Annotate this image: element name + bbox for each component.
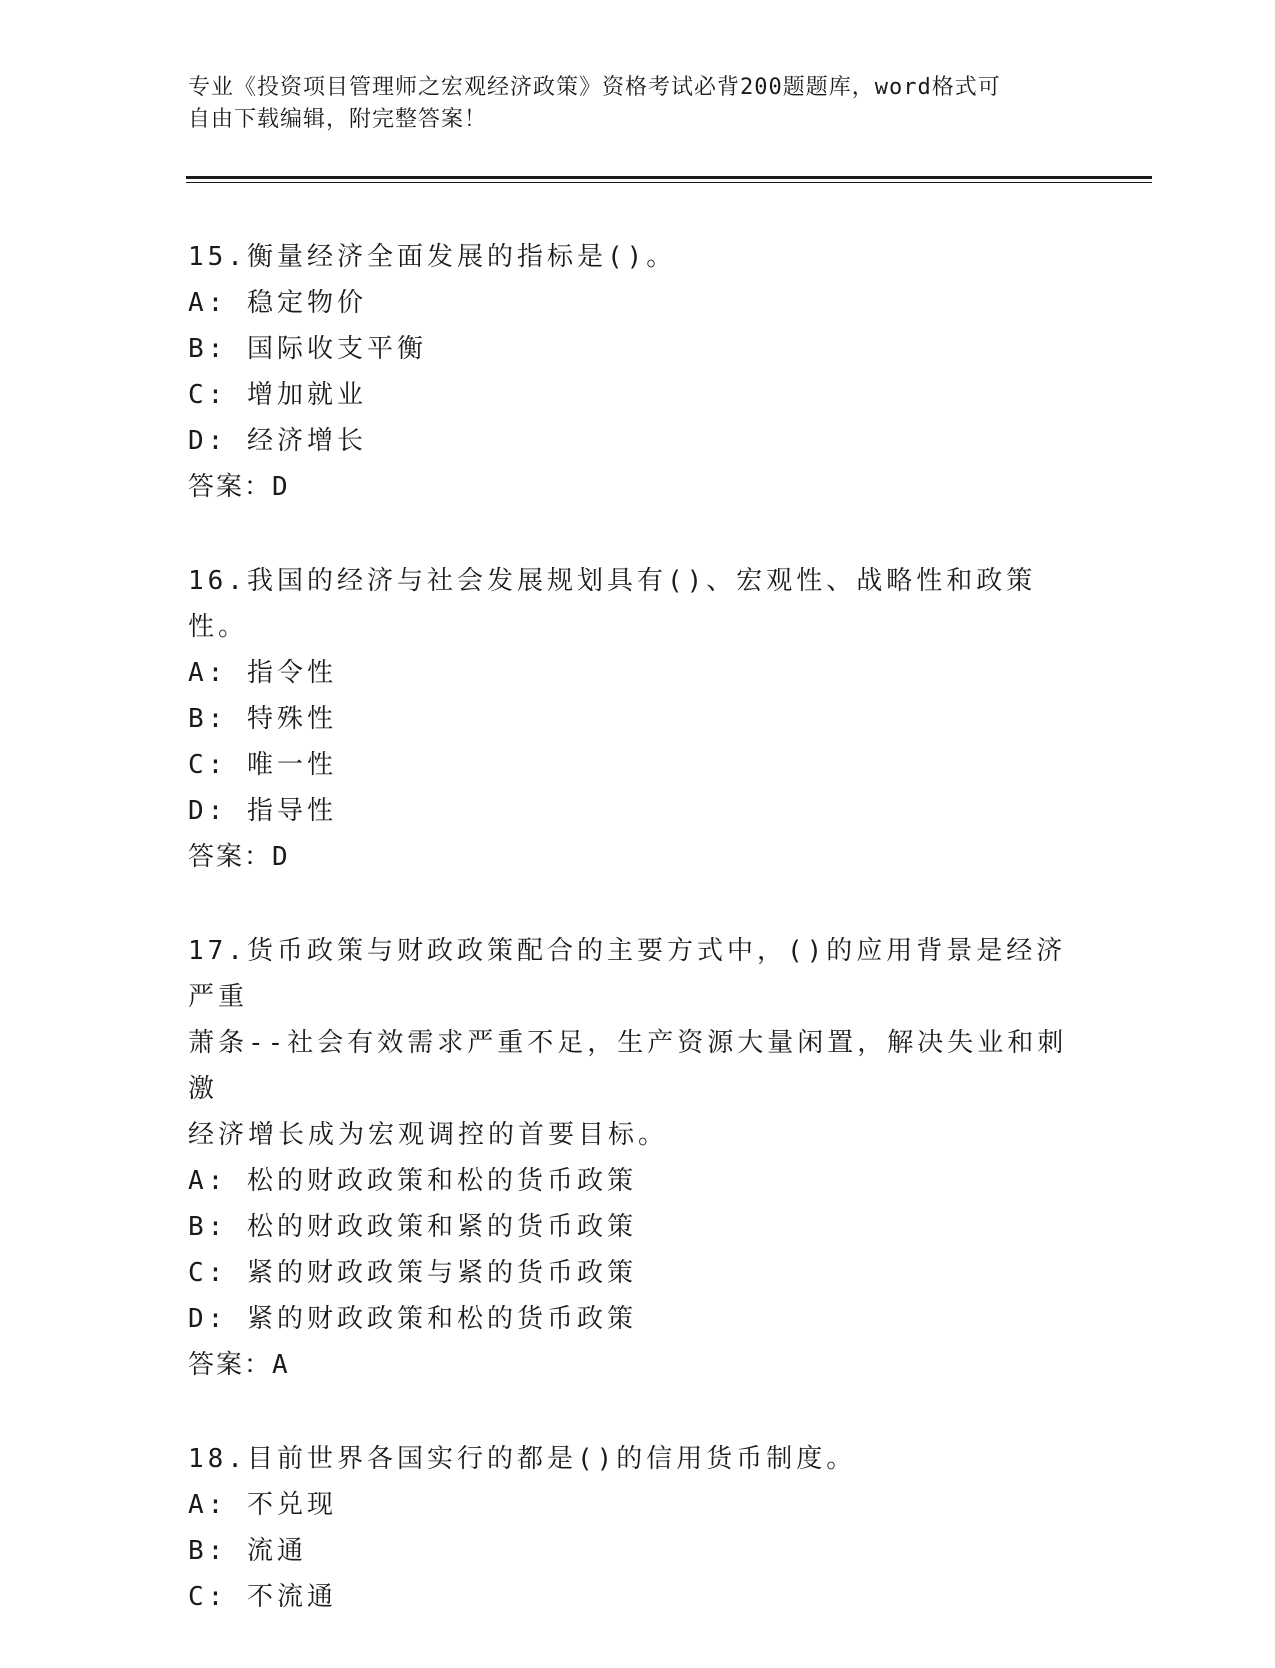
question-17 xyxy=(188,928,1088,1388)
answer-text: 答案：D xyxy=(188,842,290,872)
header-divider-thick xyxy=(186,176,1152,179)
option-b: B: 松的财政政策和紧的货币政策 xyxy=(188,1212,637,1242)
option-a: A: 稳定物价 xyxy=(188,288,367,318)
question-text: 16.我国的经济与社会发展规划具有()、宏观性、战略性和政策性。 xyxy=(188,566,1037,642)
header-line-1: 专业《投资项目管理师之宏观经济政策》资格考试必背200题题库，word格式可 xyxy=(188,75,1001,100)
question-16 xyxy=(188,558,1088,880)
option-b: B: 流通 xyxy=(188,1536,307,1566)
document-header xyxy=(188,72,1068,136)
option-c: C: 紧的财政政策与紧的货币政策 xyxy=(188,1258,637,1288)
option-d: D: 经济增长 xyxy=(188,426,367,456)
option-c: C: 不流通 xyxy=(188,1582,337,1612)
option-d: D: 紧的财政政策和松的货币政策 xyxy=(188,1304,637,1334)
option-c: C: 增加就业 xyxy=(188,380,367,410)
question-text-line-1: 17.货币政策与财政政策配合的主要方式中，()的应用背景是经济严重 xyxy=(188,936,1067,1012)
option-b: B: 特殊性 xyxy=(188,704,337,734)
option-c: C: 唯一性 xyxy=(188,750,337,780)
option-a: A: 指令性 xyxy=(188,658,337,688)
option-a: A: 松的财政政策和松的货币政策 xyxy=(188,1166,637,1196)
question-text: 15.衡量经济全面发展的指标是()。 xyxy=(188,242,677,272)
question-text: 18.目前世界各国实行的都是()的信用货币制度。 xyxy=(188,1444,857,1474)
question-18 xyxy=(188,1436,1088,1620)
answer-text: 答案：A xyxy=(188,1350,290,1380)
answer-text: 答案：D xyxy=(188,472,290,502)
header-divider-thin xyxy=(186,182,1152,183)
question-text-line-3: 经济增长成为宏观调控的首要目标。 xyxy=(188,1120,669,1150)
option-d: D: 指导性 xyxy=(188,796,337,826)
option-b: B: 国际收支平衡 xyxy=(188,334,427,364)
question-text-line-2: 萧条--社会有效需求严重不足，生产资源大量闲置，解决失业和刺激 xyxy=(188,1028,1068,1104)
question-list xyxy=(188,234,1088,1668)
option-a: A: 不兑现 xyxy=(188,1490,337,1520)
question-15 xyxy=(188,234,1088,510)
header-line-2: 自由下载编辑，附完整答案！ xyxy=(188,107,488,132)
